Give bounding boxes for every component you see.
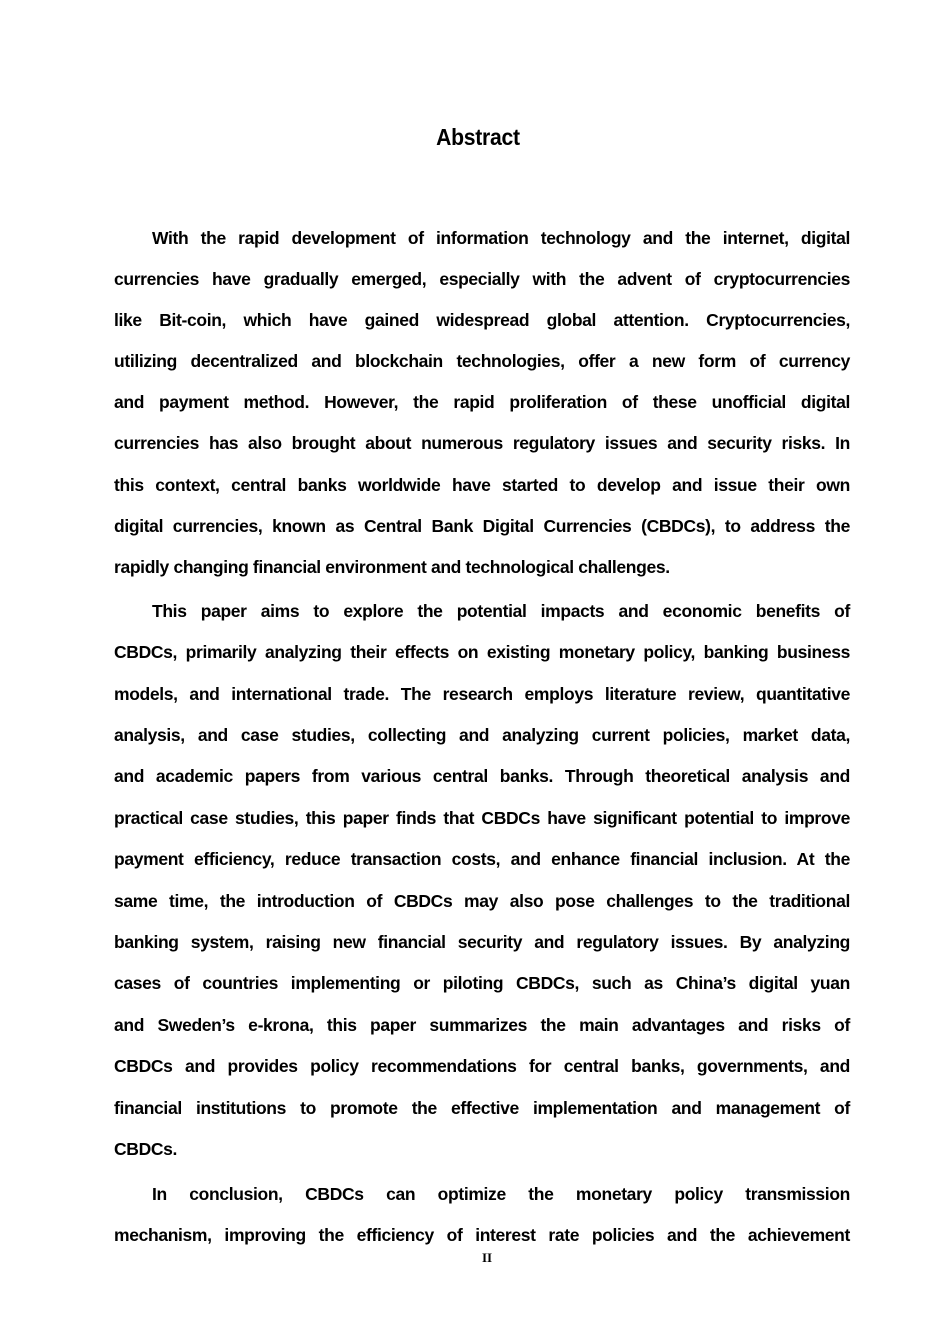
- text-line: digital currencies, known as Central Bank Digital Currencies (CBDCs), to address the: [114, 516, 850, 536]
- text-line: cases of countries implementing or piloting CBDCs, such as China’s digital yuan: [114, 973, 850, 993]
- text-line: mechanism, improving the efficiency of interest rate policies and the achievement: [114, 1225, 850, 1245]
- text-line: and Sweden’s e-krona, this paper summarizes the main advantages and risks of: [114, 1015, 850, 1035]
- text-line: currencies have gradually emerged, especially with the advent of cryptocurrencies: [114, 269, 850, 289]
- text-line: models, and international trade. The research employs literature review, quantitative: [114, 684, 850, 704]
- text-line: currencies has also brought about numerous regulatory issues and security risks. In: [114, 433, 850, 453]
- text-line: utilizing decentralized and blockchain technologies, offer a new form of currency: [114, 351, 850, 371]
- text-line: and payment method. However, the rapid proliferation of these unofficial digital: [114, 392, 850, 412]
- text-line: this context, central banks worldwide have started to develop and issue their own: [114, 475, 850, 495]
- text-line: analysis, and case studies, collecting and analyzing current policies, market data,: [114, 725, 850, 745]
- text-line: banking system, raising new financial security and regulatory issues. By analyzing: [114, 932, 850, 952]
- text-line: payment efficiency, reduce transaction costs, and enhance financial inclusion. At the: [114, 849, 850, 869]
- text-line: like Bit-coin, which have gained widespread global attention. Cryptocurrencies,: [114, 310, 850, 330]
- text-line: same time, the introduction of CBDCs may also pose challenges to the traditional: [114, 891, 850, 911]
- text-line: rapidly changing financial environment and technological challenges.: [114, 557, 670, 577]
- text-line: practical case studies, this paper finds that CBDCs have significant potential to improve: [114, 808, 850, 828]
- text-line: With the rapid development of information technology and the internet, digital: [152, 228, 850, 248]
- text-line: In conclusion, CBDCs can optimize the monetary policy transmission: [152, 1184, 850, 1204]
- text-line: CBDCs.: [114, 1139, 178, 1159]
- text-line: CBDCs and provides policy recommendations for central banks, governments, and: [114, 1056, 850, 1076]
- text-line: This paper aims to explore the potential impacts and economic benefits of: [152, 601, 850, 621]
- text-line: financial institutions to promote the effective implementation and management of: [114, 1098, 850, 1118]
- text-line: CBDCs, primarily analyzing their effects on existing monetary policy, banking business: [114, 642, 850, 662]
- page-title: Abstract: [436, 124, 520, 150]
- text-line: and academic papers from various central banks. Through theoretical analysis and: [114, 766, 850, 786]
- page-number: II: [481, 1250, 493, 1265]
